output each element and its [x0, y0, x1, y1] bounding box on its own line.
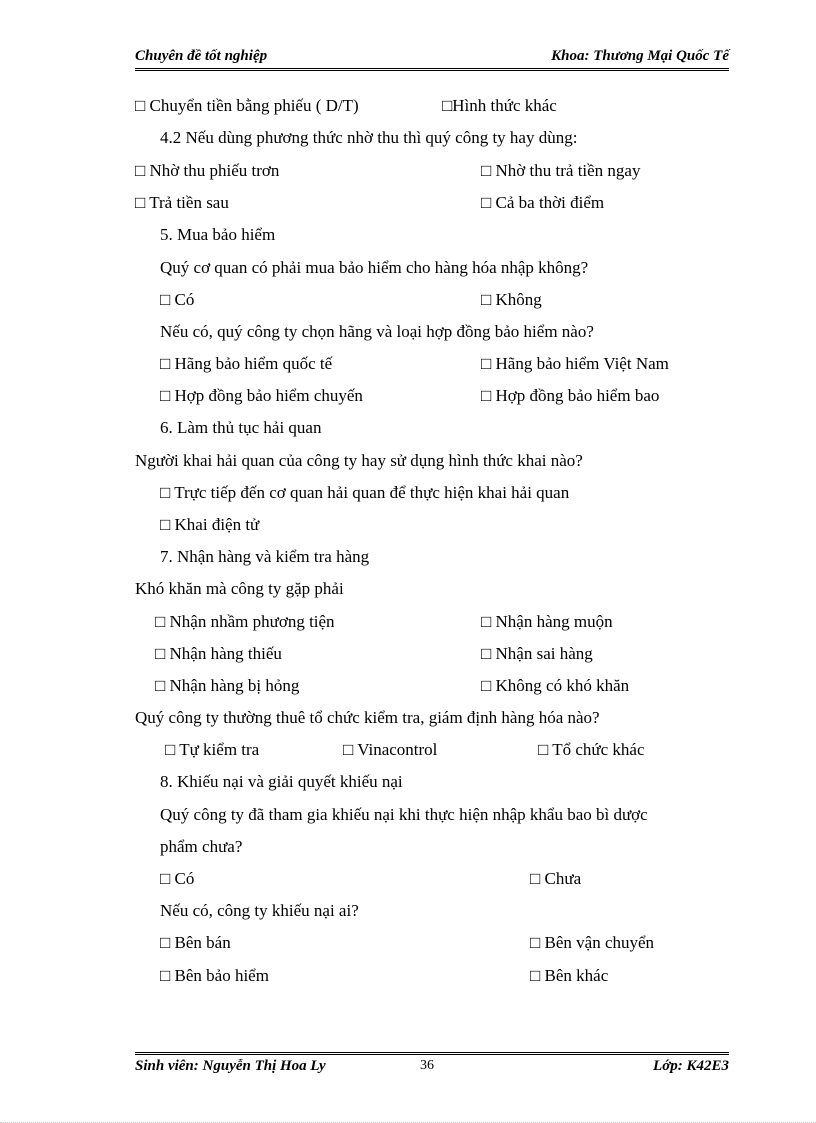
checkbox-option-deferred-payment: □ Trả tiền sau — [135, 193, 229, 212]
question-difficulties: Khó khăn mà công ty gặp phải — [135, 579, 344, 598]
checkbox-option-open-policy: □ Hợp đồng bảo hiểm bao — [481, 386, 660, 405]
checkbox-option-short-delivery: □ Nhận hàng thiếu — [155, 644, 282, 663]
checkbox-option-all-three: □ Cả ba thời điểm — [481, 193, 605, 212]
checkbox-option-direct-declaration: □ Trực tiếp đến cơ quan hải quan để thực hiện khai hải quan — [160, 483, 570, 502]
section-5-heading: 5. Mua bảo hiểm — [160, 225, 276, 244]
section-7-heading: 7. Nhận hàng và kiểm tra hàng — [160, 547, 370, 566]
checkbox-option-dp: □ Nhờ thu trả tiền ngay — [481, 161, 641, 180]
checkbox-option-vn-insurer: □ Hãng bảo hiểm Việt Nam — [481, 354, 669, 373]
checkbox-option-other-org: □ Tổ chức khác — [538, 740, 645, 759]
question-customs-declaration: Người khai hải quan của công ty hay sử dụng hình thức khai nào? — [135, 451, 583, 470]
question-complaint-target: Nếu có, công ty khiếu nại ai? — [160, 901, 359, 920]
checkbox-option-e-declaration: □ Khai điện tử — [160, 515, 260, 534]
checkbox-option-other-method: □Hình thức khác — [442, 96, 557, 115]
checkbox-option-complaint-yes: □ Có — [160, 869, 195, 888]
checkbox-option-wrong-goods: □ Nhận sai hàng — [481, 644, 593, 663]
page-header — [135, 48, 729, 70]
footer-class: Lớp: K42E3 — [653, 1058, 729, 1074]
checkbox-option-other-party: □ Bên khác — [530, 966, 609, 985]
question-complaint-line-1: Quý công ty đã tham gia khiếu nại khi thực hiện nhập khẩu bao bì dược — [160, 805, 648, 824]
checkbox-option-intl-insurer: □ Hãng bảo hiểm quốc tế — [160, 354, 333, 373]
section-8-heading: 8. Khiếu nại và giải quyết khiếu nại — [160, 772, 403, 791]
checkbox-option-wrong-vehicle: □ Nhận nhầm phương tiện — [155, 612, 335, 631]
checkbox-option-transfer-dt: □ Chuyển tiền bằng phiếu ( D/T) — [135, 96, 359, 115]
page-number: 36 — [420, 1058, 434, 1073]
checkbox-option-carrier: □ Bên vận chuyển — [530, 933, 655, 952]
page-footer — [135, 1058, 729, 1080]
checkbox-option-yes: □ Có — [160, 290, 195, 309]
question-insurer-choice: Nếu có, quý công ty chọn hãng và loại hợp đồng bảo hiểm nào? — [160, 322, 594, 341]
question-complaint-line-2: phẩm chưa? — [160, 837, 243, 856]
checkbox-option-voyage-policy: □ Hợp đồng bảo hiểm chuyến — [160, 386, 363, 405]
question-inspection: Quý công ty thường thuê tổ chức kiểm tra, giám định hàng hóa nào? — [135, 708, 600, 727]
header-right-text: Khoa: Thương Mại Quốc Tế — [551, 48, 729, 64]
checkbox-option-self-inspection: □ Tự kiểm tra — [165, 740, 260, 759]
checkbox-option-no: □ Không — [481, 290, 542, 309]
question-4-2: 4.2 Nếu dùng phương thức nhờ thu thì quý công ty hay dùng: — [160, 128, 578, 147]
checkbox-option-clean-collection: □ Nhờ thu phiếu trơn — [135, 161, 280, 180]
checkbox-option-late-delivery: □ Nhận hàng muộn — [481, 612, 613, 631]
header-rule — [135, 68, 729, 71]
checkbox-option-no-difficulty: □ Không có khó khăn — [481, 676, 630, 695]
footer-student-name: Sinh viên: Nguyễn Thị Hoa Ly — [135, 1058, 326, 1074]
checkbox-option-seller: □ Bên bán — [160, 933, 231, 952]
section-6-heading: 6. Làm thủ tục hải quan — [160, 418, 322, 437]
checkbox-option-complaint-not-yet: □ Chưa — [530, 869, 582, 888]
checkbox-option-insurer: □ Bên bảo hiểm — [160, 966, 269, 985]
question-insurance: Quý cơ quan có phải mua bảo hiểm cho hàng hóa nhập không? — [160, 258, 589, 277]
footer-rule — [135, 1052, 729, 1055]
header-left-text: Chuyên đề tốt nghiệp — [135, 48, 268, 64]
checkbox-option-vinacontrol: □ Vinacontrol — [343, 740, 438, 759]
checkbox-option-damaged-goods: □ Nhận hàng bị hỏng — [155, 676, 300, 695]
